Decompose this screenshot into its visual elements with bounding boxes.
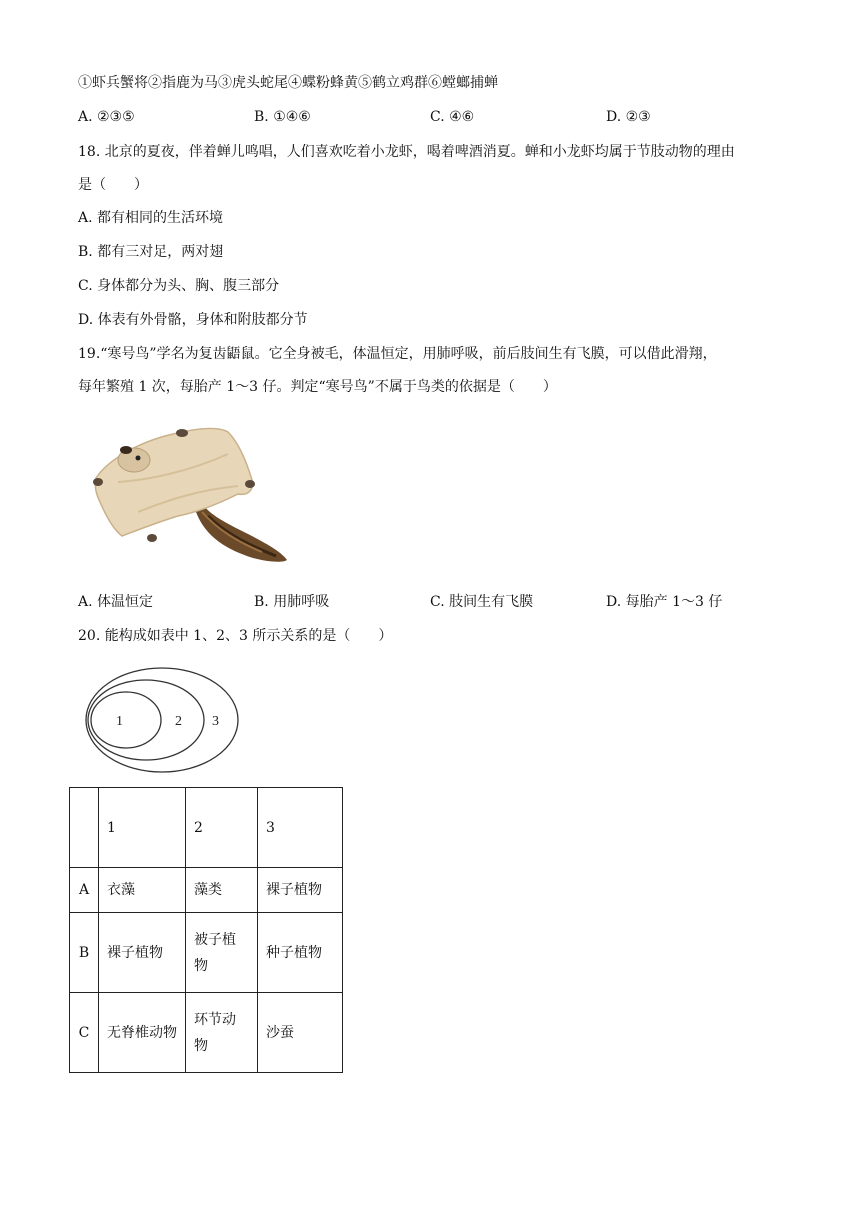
- q17-option-d[interactable]: D. ②③: [606, 109, 651, 125]
- table-row-label: B: [70, 913, 99, 993]
- venn-label-1: 1: [116, 714, 123, 729]
- table-cell: 种子植物: [258, 913, 343, 993]
- table-cell: 裸子植物: [99, 913, 186, 993]
- table-cell: 衣藻: [99, 868, 186, 913]
- table-row: [70, 913, 343, 993]
- flying-squirrel-image: [78, 420, 290, 570]
- q18-stem-line1: 18. 北京的夏夜，伴着蝉儿鸣唱，人们喜欢吃着小龙虾，喝着啤酒消夏。蝉和小龙虾均属于节肢动物的理由: [78, 144, 735, 160]
- table-cell: 无脊椎动物: [99, 993, 186, 1073]
- q17-option-b[interactable]: B. ①④⑥: [254, 109, 311, 125]
- q17-option-a[interactable]: A. ②③⑤: [78, 109, 135, 125]
- q17-option-c[interactable]: C. ④⑥: [430, 109, 475, 125]
- table-row: [70, 993, 343, 1073]
- table-cell: 被子植物: [186, 913, 258, 993]
- venn-diagram: [84, 665, 244, 775]
- venn-label-3: 3: [212, 714, 219, 729]
- table-cell: 沙蚕: [258, 993, 343, 1073]
- q19-option-d[interactable]: D. 每胎产 1～3 仔: [606, 594, 723, 610]
- table-header-row: [70, 788, 343, 868]
- q19-option-b[interactable]: B. 用肺呼吸: [254, 594, 330, 610]
- table-row-label: A: [70, 868, 99, 913]
- table-row: [70, 868, 343, 913]
- q19-stem-line2: 每年繁殖 1 次，每胎产 1～3 仔。判定“寒号鸟”不属于鸟类的依据是（ ）: [78, 379, 557, 395]
- table-cell: 环节动物: [186, 993, 258, 1073]
- q17-items: ①虾兵蟹将②指鹿为马③虎头蛇尾④蝶粉蜂黄⑤鹤立鸡群⑥螳螂捕蝉: [78, 75, 498, 91]
- table-header-cell: 2: [186, 788, 258, 868]
- venn-middle-ellipse: [88, 680, 204, 760]
- table-header-cell: 3: [258, 788, 343, 868]
- q18-stem-line2: 是（ ）: [78, 177, 148, 193]
- table-cell: 裸子植物: [258, 868, 343, 913]
- table-header-cell: 1: [99, 788, 186, 868]
- venn-inner-ellipse: [91, 692, 161, 748]
- q19-option-a[interactable]: A. 体温恒定: [78, 594, 154, 610]
- q19-stem-line1: 19.“寒号鸟”学名为复齿鼯鼠。它全身被毛，体温恒定，用肺呼吸，前后肢间生有飞膜，可以借此滑翔，: [78, 346, 717, 362]
- q20-stem: 20. 能构成如表中 1、2、3 所示关系的是（ ）: [78, 628, 393, 644]
- table-cell: 藻类: [186, 868, 258, 913]
- q18-option-b[interactable]: B. 都有三对足，两对翅: [78, 244, 224, 260]
- q20-table: [69, 787, 343, 1073]
- table-header-cell: [70, 788, 99, 868]
- q19-option-c[interactable]: C. 肢间生有飞膜: [430, 594, 534, 610]
- q18-option-a[interactable]: A. 都有相同的生活环境: [78, 210, 224, 226]
- q18-option-d[interactable]: D. 体表有外骨骼，身体和附肢都分节: [78, 312, 308, 328]
- table-row-label: C: [70, 993, 99, 1073]
- q18-option-c[interactable]: C. 身体都分为头、胸、腹三部分: [78, 278, 280, 294]
- venn-label-2: 2: [175, 714, 182, 729]
